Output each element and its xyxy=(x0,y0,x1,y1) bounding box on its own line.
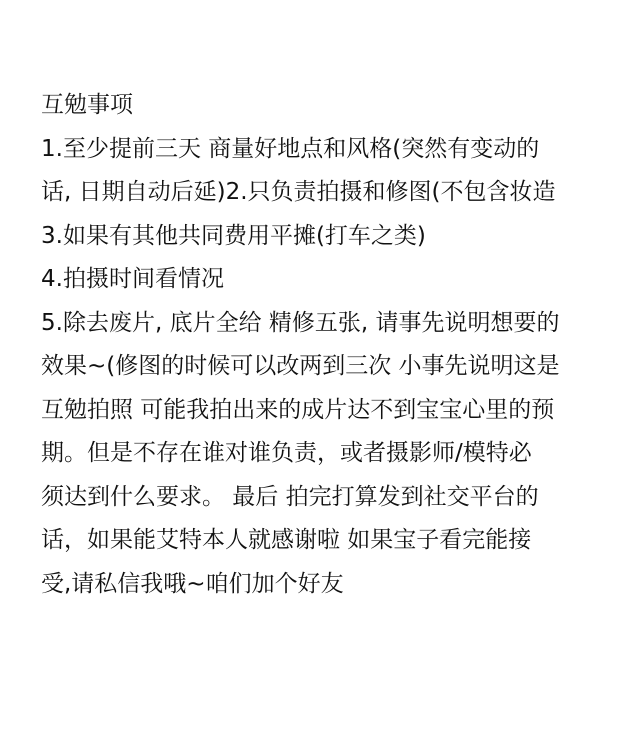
note-line-4: 4.拍摄时间看情况 xyxy=(41,266,224,292)
note-line-8: 期。但是不存在谁对谁负责，或者摄影师/模特必 xyxy=(41,440,532,466)
note-line-1: 1.至少提前三天 商量好地点和风格(突然有变动的 xyxy=(41,135,540,162)
note-title: 互勉事项 xyxy=(41,92,133,118)
note-line-7: 互勉拍照 可能我拍出来的成片达不到宝宝心里的预 xyxy=(41,396,555,423)
note-line-6: 效果~(修图的时候可以改两到三次 小事先说明这是 xyxy=(41,353,560,379)
note-line-11: 受,请私信我哦~咱们加个好友 xyxy=(41,570,344,597)
note-line-2: 话, 日期自动后延)2.只负责拍摄和修图(不包含妆造 xyxy=(41,179,556,205)
note-line-10: 话，如果能艾特本人就感谢啦 如果宝子看完能接 xyxy=(41,527,532,553)
note-text-block xyxy=(41,84,601,606)
note-line-5: 5.除去废片, 底片全给 精修五张, 请事先说明想要的 xyxy=(41,309,560,336)
note-line-9: 须达到什么要求。 最后 拍完打算发到社交平台的 xyxy=(41,483,539,510)
note-line-3: 3.如果有其他共同费用平摊(打车之类) xyxy=(41,222,426,249)
